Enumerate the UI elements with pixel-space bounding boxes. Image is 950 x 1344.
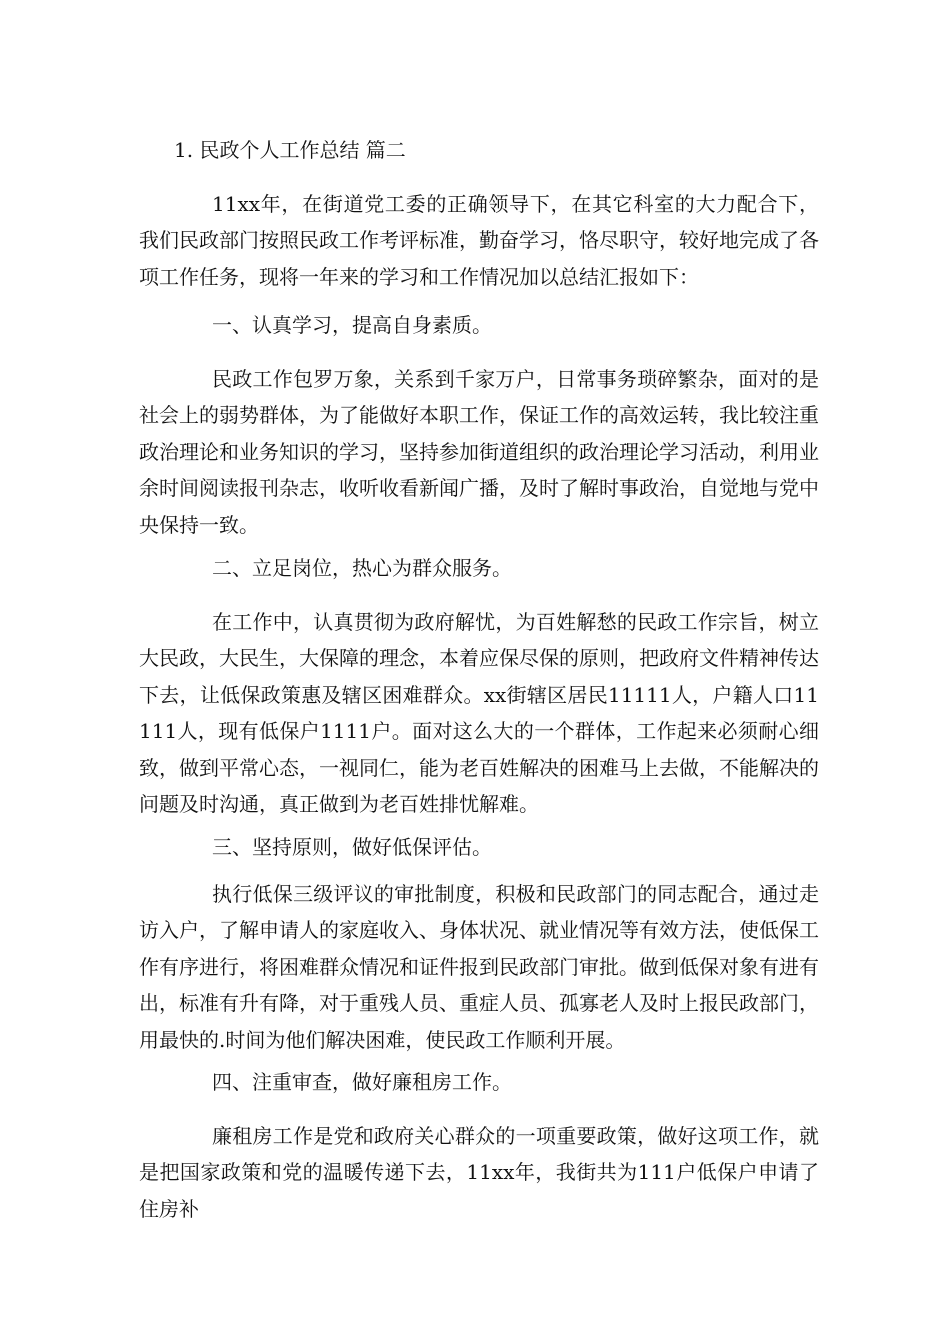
section-3-body: 执行低保三级评议的审批制度，积极和民政部门的同志配合，通过走访入户，了解申请人的家庭收入、身体状况、就业情况等有效方法，使低保工作有序进行，将困难群众情况和证件报到民政部门审批。做到低保对象有进有出，标准有升有降，对于重残人员、重症人员、孤寡老人及时上报民政部门，用最快的.时间为他们解决困难，使民政工作顺利开展。 [139, 882, 819, 1052]
section-2-heading: 二、立足岗位，热心为群众服务。 [212, 556, 512, 580]
section-3-heading: 三、坚持原则，做好低保评估。 [212, 835, 492, 859]
section-2-body: 在工作中，认真贯彻为政府解忧，为百姓解愁的民政工作宗旨，树立大民政，大民生，大保障的理念，本着应保尽保的原则，把政府文件精神传达下去，让低保政策惠及辖区困难群众。xx街辖区居民11111人，户籍人口11111人，现有低保户1111户。面对这么大的一个群体，工作起来必须耐心细致，做到平常心态，一视同仁，能为老百姓解决的困难马上去做，不能解决的问题及时沟通，真正做到为老百姓排忧解难。 [139, 610, 819, 817]
intro-paragraph: 11xx年，在街道党工委的正确领导下，在其它科室的大力配合下，我们民政部门按照民政工作考评标准，勤奋学习，恪尽职守，较好地完成了各项工作任务，现将一年来的学习和工作情况加以总结汇报如下： [139, 192, 819, 289]
section-4-body: 廉租房工作是党和政府关心群众的一项重要政策，做好这项工作，就是把国家政策和党的温暖传递下去，11xx年，我街共为111户低保户申请了住房补 [139, 1124, 819, 1221]
section-1-heading: 一、认真学习，提高自身素质。 [212, 313, 492, 337]
section-1-body: 民政工作包罗万象，关系到千家万户，日常事务琐碎繁杂，面对的是社会上的弱势群体，为了能做好本职工作，保证工作的高效运转，我比较注重政治理论和业务知识的学习，坚持参加街道组织的政治理论学习活动，利用业余时间阅读报刊杂志，收听收看新闻广播，及时了解时事政治，自觉地与党中央保持一致。 [139, 367, 819, 537]
document-title: 1. 民政个人工作总结 篇二 [174, 138, 406, 162]
section-4-heading: 四、注重审查，做好廉租房工作。 [212, 1070, 512, 1094]
